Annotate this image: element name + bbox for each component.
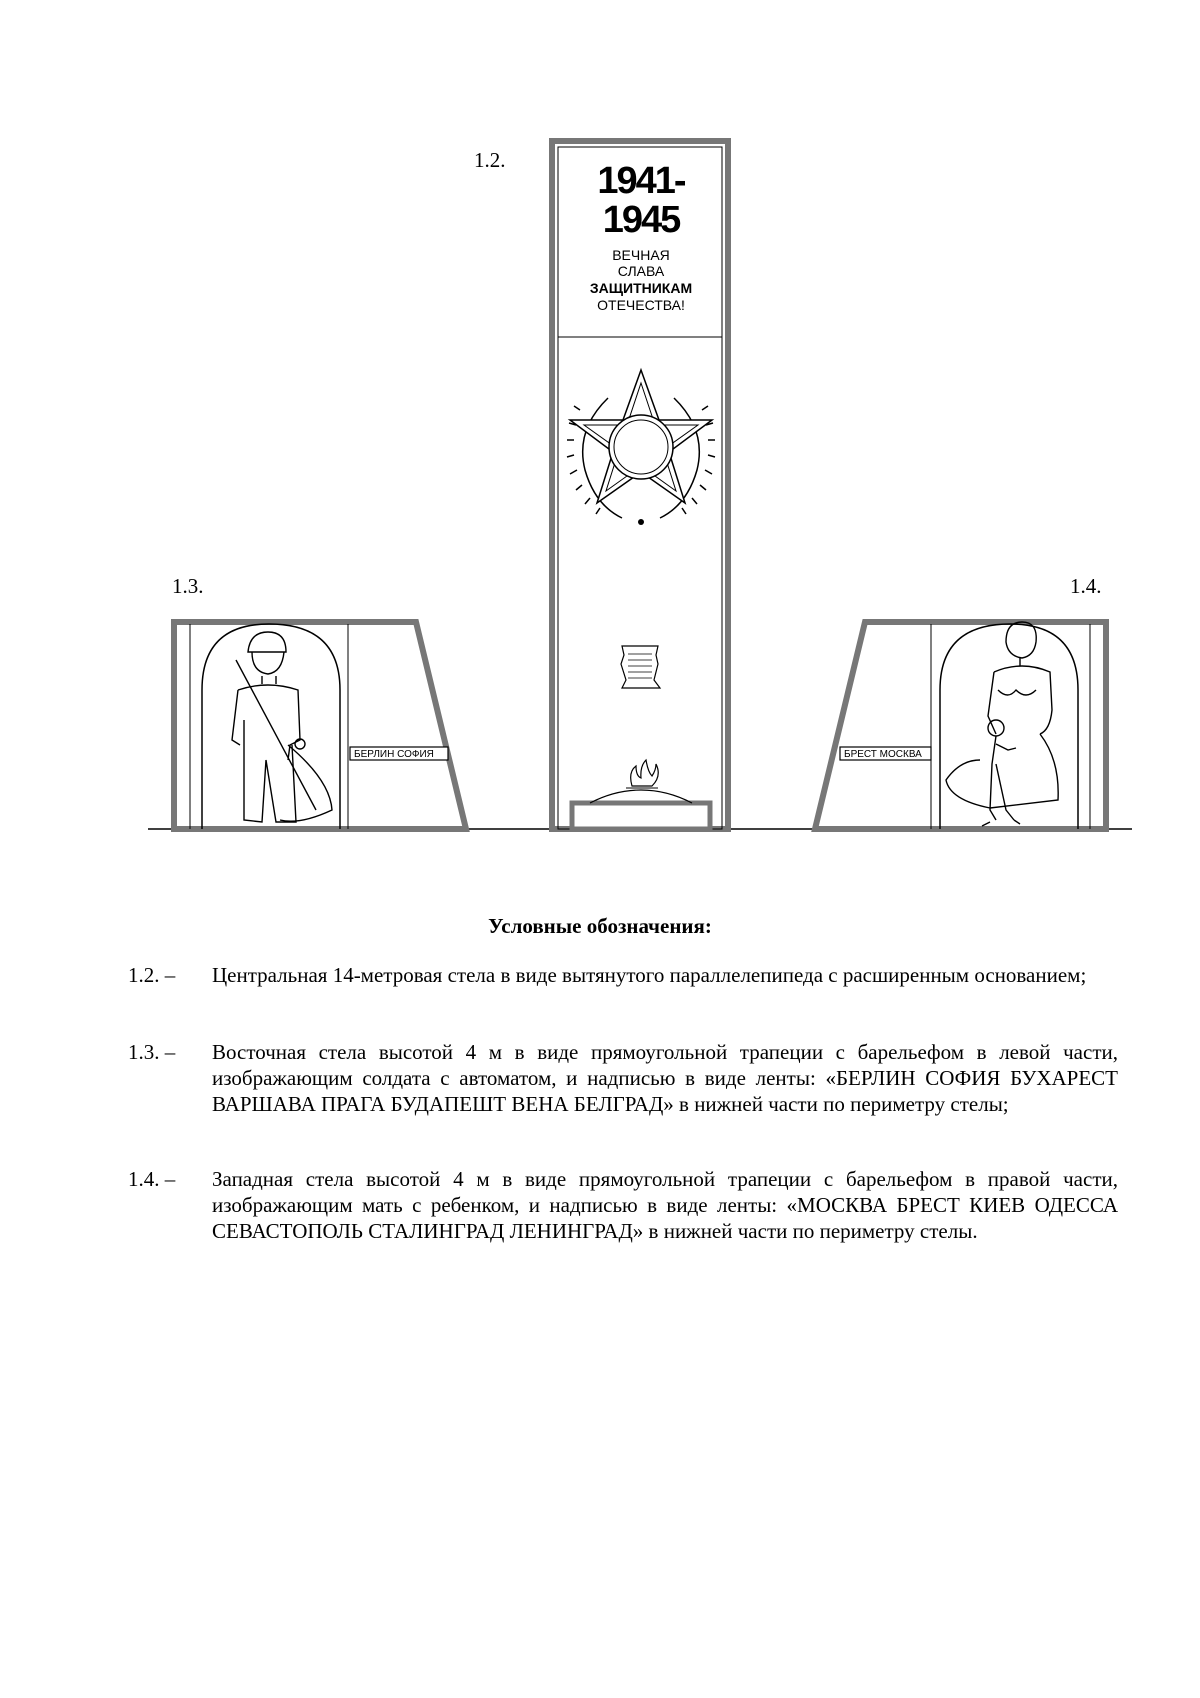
east-ribbon-text: БЕРЛИН СОФИЯ	[354, 749, 434, 760]
legend-item	[128, 962, 1118, 988]
label-central-stele: 1.2.	[474, 148, 506, 172]
stele-line4: ОТЕЧЕСТВА!	[597, 297, 685, 313]
stele-years-line2: 1945	[602, 199, 680, 241]
legend-title: Условные обозначения:	[488, 914, 712, 938]
legend-item	[128, 1039, 1118, 1117]
mother-child-relief	[946, 622, 1058, 826]
west-stele	[815, 622, 1106, 829]
legend-item-number: 1.2. –	[128, 963, 176, 987]
memorial-plaque	[621, 646, 660, 688]
legend-item-text: Центральная 14-метровая стела в виде вытянутого параллелепипеда с расширенным основанием;	[212, 963, 1087, 987]
east-stele	[174, 622, 466, 829]
stele-line1: ВЕЧНАЯ	[612, 247, 670, 263]
soldier-relief	[232, 632, 332, 822]
legend-item-number: 1.4. –	[128, 1167, 176, 1191]
stele-line3: ЗАЩИТНИКАМ	[589, 280, 693, 296]
stele-years-line1: 1941-	[597, 160, 685, 202]
label-east-stele: 1.3.	[172, 574, 204, 598]
stele-line2: СЛАВА	[617, 263, 665, 279]
legend-item-number: 1.3. –	[128, 1040, 176, 1064]
legend-item-text: Западная стела высотой 4 м в виде прямоугольной трапеции с барельефом в правой части, изображающим мать с ребенком, и надписью в виде ленты: «МОСКВА БРЕСТ КИЕВ ОДЕССА СЕВАСТОПОЛЬ СТАЛИНГРАД ЛЕНИНГРАД» в нижней части по периметру стелы.	[212, 1167, 1118, 1243]
order-star-emblem	[567, 370, 715, 525]
eternal-flame	[572, 760, 710, 829]
east-ribbon	[350, 747, 448, 760]
legend-item-text: Восточная стела высотой 4 м в виде прямоугольной трапеции с барельефом в левой части, изображающим солдата с автоматом, и надписью в виде ленты: «БЕРЛИН СОФИЯ БУХАРЕСТ ВАРШАВА ПРАГА БУДАПЕШТ ВЕНА БЕЛГРАД» в нижней части по периметру стелы;	[212, 1040, 1118, 1116]
central-stele	[552, 141, 728, 829]
west-ribbon	[840, 747, 931, 760]
legend-item	[128, 1166, 1118, 1244]
west-ribbon-text: БРЕСТ МОСКВА	[844, 749, 922, 760]
label-west-stele: 1.4.	[1070, 574, 1102, 598]
